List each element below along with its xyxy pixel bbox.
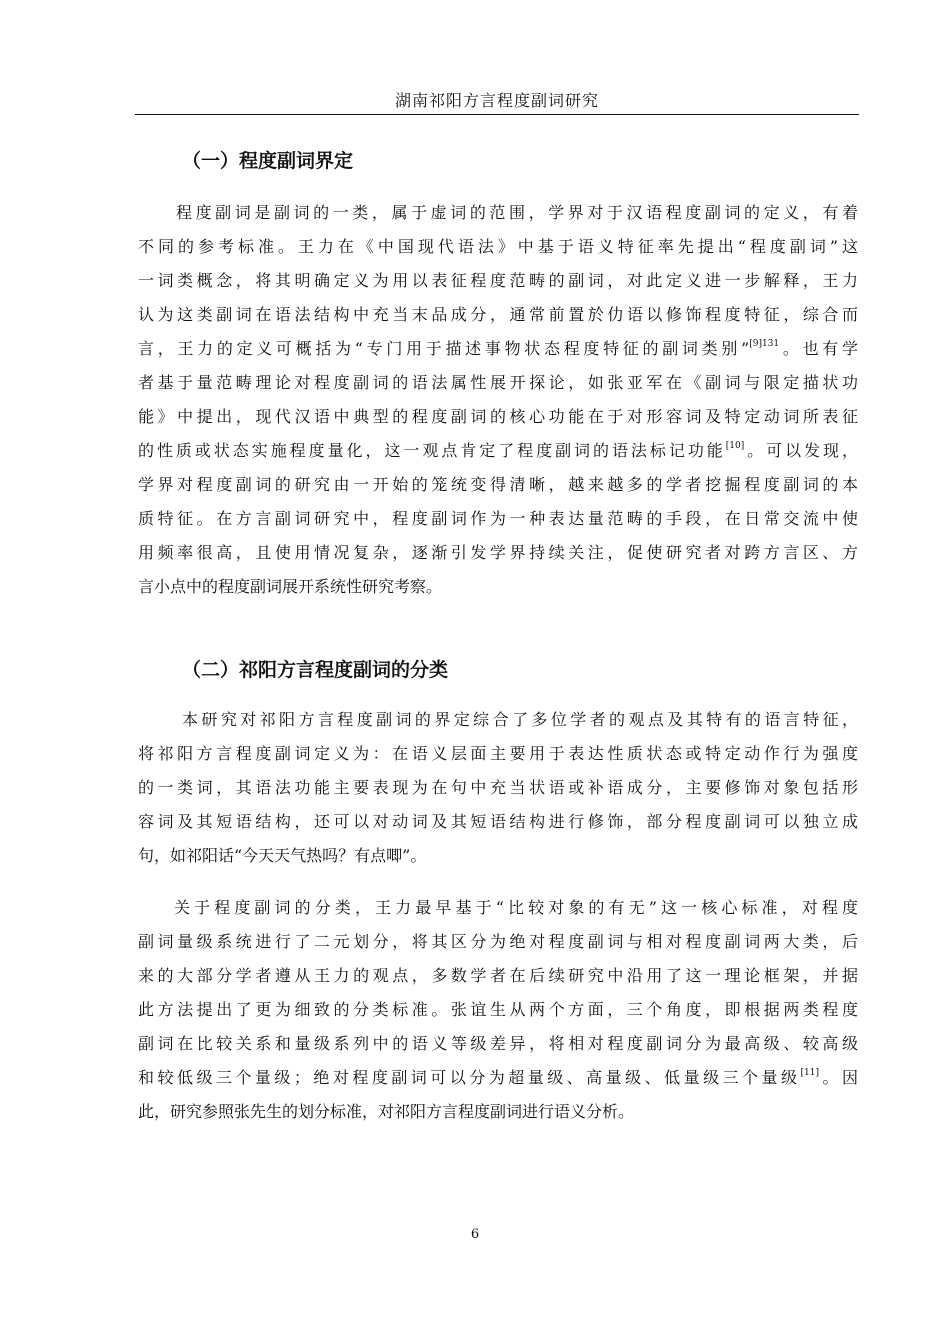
paragraph-line: 来的大部分学者遵从王力的观点，多数学者在后续研究中沿用了这一理论框架，并据 [138, 966, 858, 985]
paragraph-line: 本研究对祁阳方言程度副词的界定综合了多位学者的观点及其特有的语言特征， [182, 710, 858, 729]
paragraph-line: 此方法提出了更为细致的分类标准。张谊生从两个方面，三个角度，即根据两类程度 [138, 1000, 858, 1019]
running-header-title: 湖南祁阳方言程度副词研究 [394, 91, 599, 110]
paragraph-line: 言小点中的程度副词展开系统性研究考察。 [138, 577, 443, 596]
line-text: 言，王力的定义可概括为“专门用于描述事物状态程度特征的副词类别” [138, 339, 750, 358]
paragraph-line: 副词量级系统进行了二元划分，将其区分为绝对程度副词与相对程度副词两大类，后 [138, 932, 858, 951]
page-number: 6 [470, 1227, 480, 1242]
paragraph-line [138, 434, 858, 468]
paragraph-line [138, 332, 858, 366]
line-text: 。也有学 [779, 339, 858, 358]
paragraph-line: 副词在比较关系和量级系列中的语义等级差异，将相对程度副词分为最高级、较高级 [138, 1034, 858, 1053]
paragraph-line: 程度副词是副词的一类，属于虚词的范围，学界对于汉语程度副词的定义，有着 [176, 203, 858, 222]
paragraph-line: 用频率很高，且使用情况复杂，逐渐引发学界持续关注，促使研究者对跨方言区、方 [138, 543, 858, 562]
line-text: 。因 [819, 1068, 858, 1087]
paragraph-line: 将祁阳方言程度副词定义为：在语义层面主要用于表达性质状态或特定动作行为强度 [138, 744, 858, 763]
paragraph-line: 质特征。在方言副词研究中，程度副词作为一种表达量范畴的手段，在日常交流中使 [138, 509, 858, 528]
paragraph-line: 句，如祁阳话“今天天气热吗？有点唧”。 [138, 846, 427, 865]
paragraph-classification [138, 891, 858, 1129]
paragraph-line: 能》中提出，现代汉语中典型的程度副词的核心功能在于对形容词及特定动词所表征 [138, 407, 858, 426]
line-text: 。可以发现， [744, 441, 858, 460]
section-heading-2: （二）祁阳方言程度副词的分类 [182, 659, 449, 681]
paragraph-line [138, 1061, 858, 1095]
line-text: 的性质或状态实施程度量化，这一观点肯定了程度副词的语法标记功能 [138, 441, 726, 460]
citation-marker: [11] [800, 1068, 819, 1078]
paragraph-line: 一词类概念，将其明确定义为用以表征程度范畴的副词，对此定义进一步解释，王力 [138, 271, 858, 290]
paragraph-line: 此，研究参照张先生的划分标准，对祁阳方言程度副词进行语义分析。 [138, 1102, 635, 1121]
line-text: 和较低级三个量级；绝对程度副词可以分为超量级、高量级、低量级三个量级 [138, 1068, 801, 1087]
citation-marker: [9]131 [749, 339, 780, 349]
paragraph-definition [138, 196, 858, 604]
citation-marker: [10] [725, 441, 745, 451]
paragraph-line: 不同的参考标准。王力在《中国现代语法》中基于语义特征率先提出“程度副词”这 [138, 237, 858, 256]
paragraph-line: 的一类词，其语法功能主要表现为在句中充当状语或补语成分，主要修饰对象包括形 [138, 778, 858, 797]
section-heading-1: （一）程度副词界定 [182, 150, 354, 172]
paragraph-line: 者基于量范畴理论对程度副词的语法属性展开探论，如张亚军在《副词与限定描状功 [138, 373, 858, 392]
paragraph-line: 容词及其短语结构，还可以对动词及其短语结构进行修饰，部分程度副词可以独立成 [138, 812, 858, 831]
paragraph-line: 学界对程度副词的研究由一开始的笼统变得清晰，越来越多的学者挖掘程度副词的本 [138, 475, 858, 494]
header-divider [135, 114, 859, 115]
paragraph-line: 关于程度副词的分类，王力最早基于“比较对象的有无”这一核心标准，对程度 [174, 898, 858, 917]
paragraph-qiyang-definition [138, 703, 858, 873]
paragraph-line: 认为这类副词在语法结构中充当末品成分，通常前置於仂语以修饰程度特征，综合而 [138, 305, 858, 324]
